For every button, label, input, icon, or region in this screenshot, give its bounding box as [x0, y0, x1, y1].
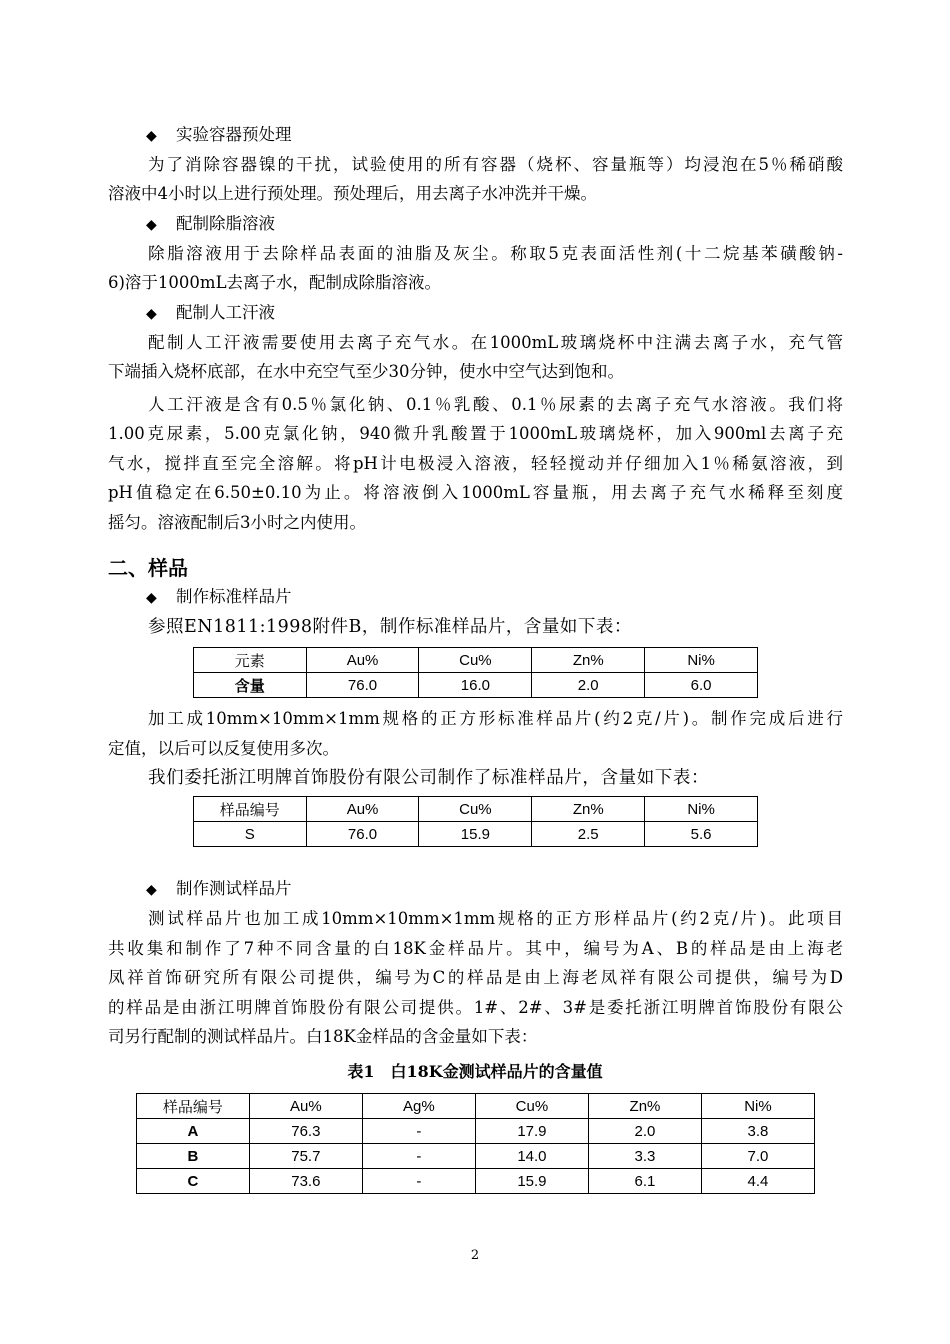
- table2-intro: 我们委托浙江明牌首饰股份有限公司制作了标准样品片，含量如下表：: [148, 768, 710, 788]
- table-cell: 2.0: [588, 1119, 701, 1144]
- table-header-cell: 元素: [194, 648, 307, 673]
- bullet-title-sweat: 配制人工汗液: [176, 303, 275, 322]
- paragraph-line: 1.00克尿素，5.00克氯化钠，940微升乳酸置于1000mL玻璃烧杯，加入900ml去离子充: [108, 424, 843, 443]
- table-caption: 表1 白18K金测试样品片的含量值: [347, 1062, 603, 1081]
- paragraph-line: 定值，以后可以反复使用多次。: [108, 739, 339, 758]
- diamond-bullet-icon: ◆: [146, 882, 157, 898]
- table-cell: 4.4: [701, 1169, 814, 1194]
- diamond-bullet-icon: ◆: [146, 217, 157, 233]
- paragraph-line: pH值稳定在6.50±0.10为止。将溶液倒入1000mL容量瓶，用去离子充气水稀释至刻度: [108, 483, 843, 502]
- paragraph-line: 配制人工汗液需要使用去离子充气水。在1000mL玻璃烧杯中注满去离子水，充气管: [148, 333, 843, 352]
- table-cell: 17.9: [475, 1119, 588, 1144]
- table-cell: S: [194, 822, 307, 847]
- table-header-row: [137, 1094, 815, 1119]
- table-header-cell: Cu%: [419, 648, 532, 673]
- table-cell: 7.0: [701, 1144, 814, 1169]
- table-cell: -: [362, 1119, 475, 1144]
- bullet-container-test-samples: [146, 877, 881, 902]
- table1-intro: 参照EN1811:1998附件B，制作标准样品片，含量如下表：: [148, 617, 632, 637]
- diamond-bullet-icon: ◆: [146, 128, 157, 144]
- bullet-title-degrease: 配制除脂溶液: [176, 214, 275, 233]
- table-cell: 15.9: [475, 1169, 588, 1194]
- table-cell: 2.0: [532, 673, 645, 698]
- table-cell: 6.0: [645, 673, 758, 698]
- table-cell: 73.6: [249, 1169, 362, 1194]
- table-header-cell: Cu%: [419, 797, 532, 822]
- diamond-bullet-icon: ◆: [146, 306, 157, 322]
- table-header-cell: Ni%: [645, 648, 758, 673]
- table-cell: 76.0: [306, 673, 419, 698]
- table-cell: 含量: [194, 673, 307, 698]
- paragraph-line: 凤祥首饰研究所有限公司提供，编号为C的样品是由上海老凤祥有限公司提供，编号为D: [108, 968, 843, 987]
- table-cell: 75.7: [249, 1144, 362, 1169]
- paragraph-line: 加工成10mm×10mm×1mm规格的正方形标准样品片(约2克/片)。制作完成后进行: [148, 709, 843, 728]
- table-cell: C: [137, 1169, 250, 1194]
- table-header-cell: 样品编号: [137, 1094, 250, 1119]
- paragraph-line: 测试样品片也加工成10mm×10mm×1mm规格的正方形样品片(约2克/片)。此项目: [148, 909, 843, 928]
- paragraph-line: 司另行配制的测试样品片。白18K金样品的含金量如下表：: [108, 1027, 538, 1046]
- table-cell: 5.6: [645, 822, 758, 847]
- table-header-row: [194, 648, 758, 673]
- bullet-container-sweat: [146, 301, 881, 326]
- table-row: [137, 1119, 815, 1144]
- table-cell: 14.0: [475, 1144, 588, 1169]
- table-row: [137, 1144, 815, 1169]
- table-header-cell: Cu%: [475, 1094, 588, 1119]
- table-cell: B: [137, 1144, 250, 1169]
- bullet-title-standard-samples: 制作标准样品片: [176, 587, 292, 606]
- table-cell: A: [137, 1119, 250, 1144]
- table-cell: 3.8: [701, 1119, 814, 1144]
- table-cell: -: [362, 1169, 475, 1194]
- paragraph-line: 除脂溶液用于去除样品表面的油脂及灰尘。称取5克表面活性剂(十二烷基苯磺酸钠-: [148, 244, 843, 263]
- table-header-cell: Au%: [306, 797, 419, 822]
- bullet-title-pretreatment: 实验容器预处理: [176, 125, 292, 144]
- paragraph-line: 的样品是由浙江明牌首饰股份有限公司提供。1#、2#、3#是委托浙江明牌首饰股份有限公: [108, 998, 843, 1017]
- bullet-title-test-samples: 制作测试样品片: [176, 879, 292, 898]
- diamond-bullet-icon: ◆: [146, 590, 157, 606]
- table-header-cell: Au%: [306, 648, 419, 673]
- standard-sample-table: [193, 647, 758, 698]
- paragraph-line: 6)溶于1000mL去离子水，配制成除脂溶液。: [108, 273, 442, 292]
- table-header-cell: Au%: [249, 1094, 362, 1119]
- table-header-cell: Ni%: [645, 797, 758, 822]
- test-sample-table: [136, 1093, 815, 1194]
- paragraph-line: 人工汗液是含有0.5％氯化钠、0.1％乳酸、0.1％尿素的去离子充气水溶液。我们将: [148, 395, 843, 414]
- bullet-container-degrease: [146, 212, 881, 237]
- table-header-row: [194, 797, 758, 822]
- table-cell: 3.3: [588, 1144, 701, 1169]
- paragraph-line: 气水，搅拌直至完全溶解。将pH计电极浸入溶液，轻轻搅动并仔细加入1％稀氨溶液，到: [108, 454, 843, 473]
- page-number: 2: [470, 1248, 480, 1263]
- table-header-cell: Zn%: [588, 1094, 701, 1119]
- table-header-cell: Ni%: [701, 1094, 814, 1119]
- paragraph-line: 下端插入烧杯底部，在水中充空气至少30分钟，使水中空气达到饱和。: [108, 362, 624, 381]
- table-header-cell: Zn%: [532, 797, 645, 822]
- paragraph-line: 溶液中4小时以上进行预处理。预处理后，用去离子水冲洗并干燥。: [108, 184, 597, 203]
- table-header-cell: Zn%: [532, 648, 645, 673]
- table-cell: 16.0: [419, 673, 532, 698]
- table-cell: -: [362, 1144, 475, 1169]
- paragraph-line: 共收集和制作了7种不同含量的白18K金样品片。其中，编号为A、B的样品是由上海老: [108, 939, 843, 958]
- table-cell: 6.1: [588, 1169, 701, 1194]
- table-cell: 2.5: [532, 822, 645, 847]
- commissioned-standard-sample-table: [193, 796, 758, 847]
- table-cell: 76.0: [306, 822, 419, 847]
- section-heading-samples: 二、样品: [108, 556, 188, 580]
- table-header-cell: Ag%: [362, 1094, 475, 1119]
- paragraph-line: 为了消除容器镍的干扰，试验使用的所有容器（烧杯、容量瓶等）均浸泡在5％稀硝酸: [148, 155, 843, 174]
- paragraph-line: 摇匀。溶液配制后3小时之内使用。: [108, 513, 366, 532]
- table-cell: 76.3: [249, 1119, 362, 1144]
- bullet-container-pretreatment: [146, 123, 881, 148]
- bullet-container-standard-samples: [146, 585, 881, 610]
- table-row: [137, 1169, 815, 1194]
- table-row: [194, 822, 758, 847]
- table-cell: 15.9: [419, 822, 532, 847]
- table-row: [194, 673, 758, 698]
- table-header-cell: 样品编号: [194, 797, 307, 822]
